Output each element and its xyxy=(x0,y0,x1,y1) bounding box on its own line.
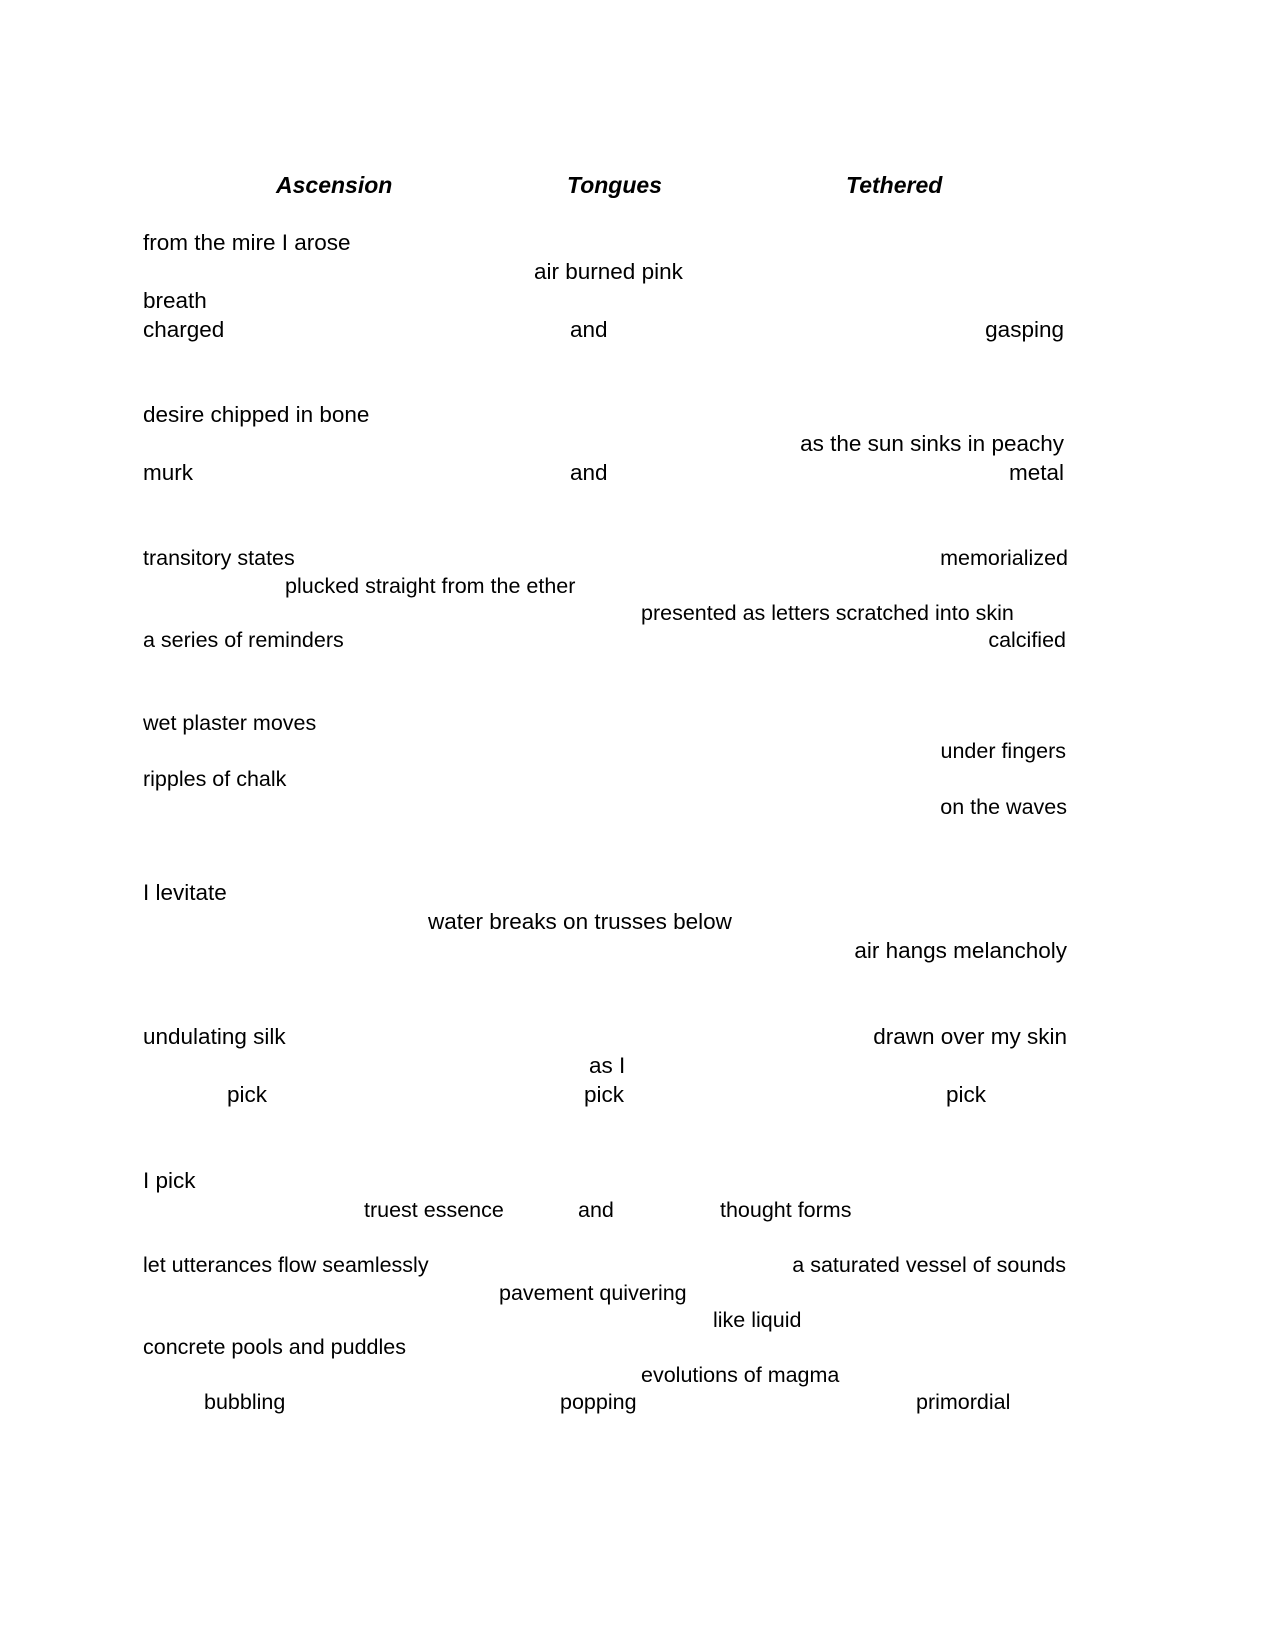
poem-line: breath xyxy=(143,288,207,313)
poem-line: as the sun sinks in peachy xyxy=(800,431,1064,456)
poem-line: charged xyxy=(143,317,225,342)
poem-line: plucked straight from the ether xyxy=(285,574,576,598)
poem-line: under fingers xyxy=(940,739,1066,763)
poem-line: concrete pools and puddles xyxy=(143,1335,406,1359)
poem-line: primordial xyxy=(916,1390,1011,1414)
poem-line: wet plaster moves xyxy=(143,711,317,735)
poem-line: thought forms xyxy=(720,1198,852,1222)
poem-line: let utterances flow seamlessly xyxy=(143,1253,429,1277)
poem-line: evolutions of magma xyxy=(641,1363,840,1387)
poem-line: undulating silk xyxy=(143,1024,286,1049)
poem-line: pick xyxy=(584,1082,625,1107)
poem-line: I levitate xyxy=(143,880,227,905)
poem-line: presented as letters scratched into skin xyxy=(641,601,1014,625)
title-tongues: Tongues xyxy=(567,172,662,198)
poem-line: air hangs melancholy xyxy=(854,938,1067,963)
poem-line: a series of reminders xyxy=(143,628,344,652)
poem-line: calcified xyxy=(988,628,1066,652)
poem-line: I pick xyxy=(143,1168,196,1193)
poem-line: and xyxy=(570,317,608,342)
poem-line: transitory states xyxy=(143,546,295,570)
poem-line: and xyxy=(578,1198,614,1222)
poem-line: desire chipped in bone xyxy=(143,402,370,427)
poem-line: from the mire I arose xyxy=(143,230,351,255)
poem-line: as I xyxy=(589,1053,626,1078)
poem-line: memorialized xyxy=(940,546,1068,570)
title-ascension: Ascension xyxy=(276,172,393,198)
poem-line: a saturated vessel of sounds xyxy=(792,1253,1066,1277)
poem-line: air burned pink xyxy=(534,259,683,284)
poem-line: ripples of chalk xyxy=(143,767,287,791)
poem-line: truest essence xyxy=(364,1198,504,1222)
poem-line: pick xyxy=(946,1082,987,1107)
poem-line: drawn over my skin xyxy=(873,1024,1067,1049)
poem-line: water breaks on trusses below xyxy=(428,909,732,934)
poem-line: pick xyxy=(227,1082,268,1107)
poem-line: bubbling xyxy=(204,1390,286,1414)
poem-line: gasping xyxy=(985,317,1064,342)
poem-line: and xyxy=(570,460,608,485)
poem-line: on the waves xyxy=(940,795,1067,819)
poem-line: pavement quivering xyxy=(499,1281,687,1305)
title-tethered: Tethered xyxy=(846,172,943,198)
poem-line: like liquid xyxy=(713,1308,802,1332)
poem-line: popping xyxy=(560,1390,637,1414)
poem-line: metal xyxy=(1008,460,1064,485)
poem-line: murk xyxy=(143,460,193,485)
